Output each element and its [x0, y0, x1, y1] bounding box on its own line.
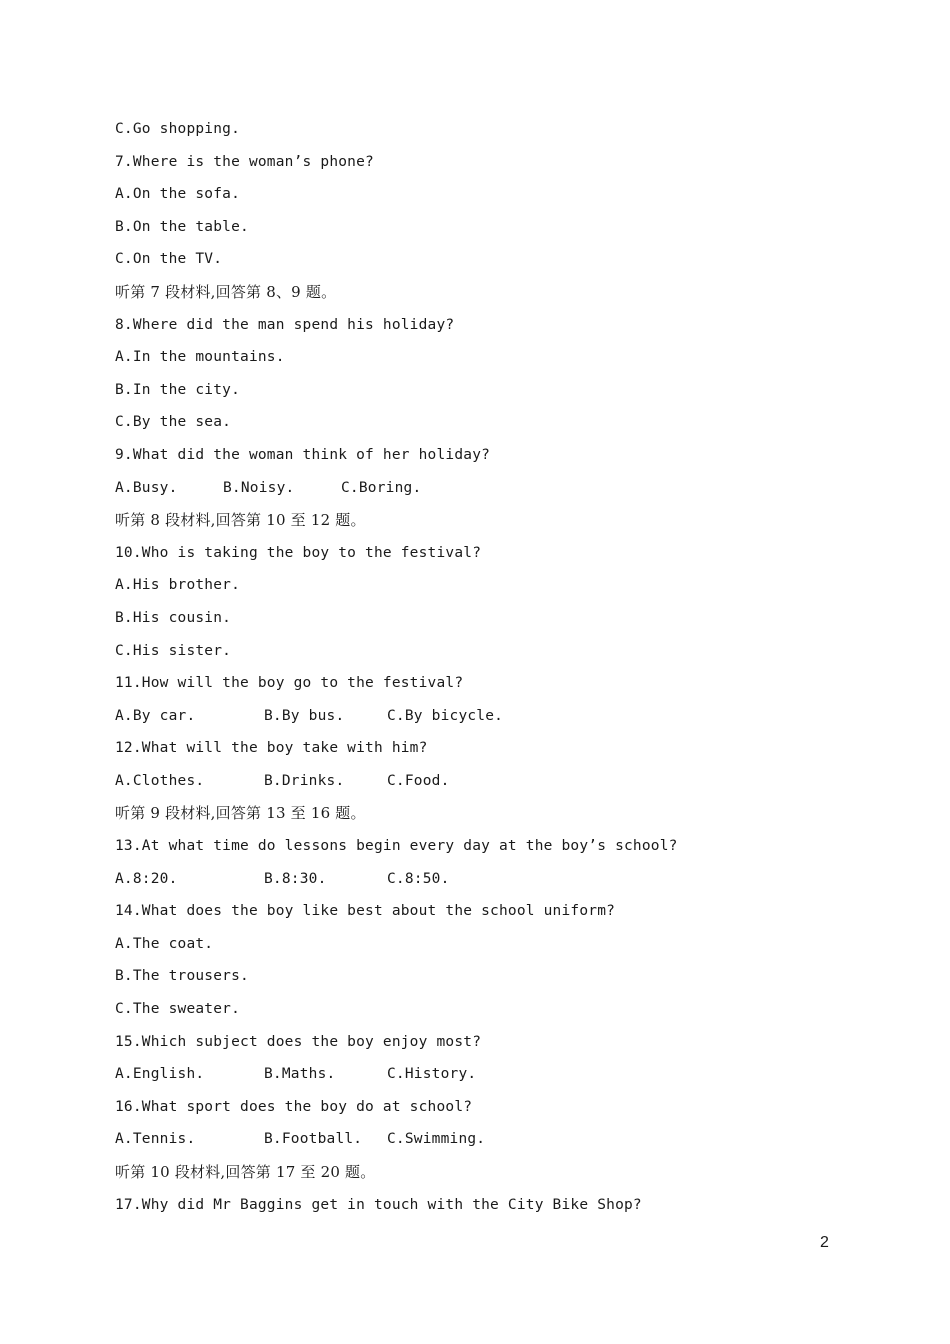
question-line: 12.What will the boy take with him?: [115, 740, 428, 757]
question-line: C.On the TV.: [115, 251, 223, 268]
question-line: A.His brother.: [115, 577, 241, 594]
question-line: A.In the mountains.: [115, 349, 285, 366]
question-line: 17.Why did Mr Baggins get in touch with the City Bike Shop?: [115, 1196, 642, 1213]
question-line: 16.What sport does the boy do at school?: [115, 1098, 473, 1115]
question-line: C.The sweater.: [115, 1001, 241, 1018]
question-line: B.His cousin.: [115, 609, 232, 626]
question-line: C.Go shopping.: [115, 121, 241, 137]
question-line: A.The coat.: [115, 935, 214, 952]
answer-option: A.Tennis.: [115, 1131, 196, 1148]
question-line: 9.What did the woman think of her holiday?: [115, 446, 491, 463]
answer-option: C.8:50.: [387, 870, 450, 887]
section-instruction: 听第 8 段材料,回答第 10 至 12 题。: [115, 511, 366, 530]
question-line: 13.At what time do lessons begin every day at the boy’s school?: [115, 838, 678, 855]
answer-options-row: [115, 1058, 835, 1091]
answer-options-row: [115, 700, 835, 733]
answer-options-row: [115, 863, 835, 896]
answer-option: B.By bus.: [264, 707, 345, 724]
answer-option: A.Busy.: [115, 479, 178, 496]
answer-option: A.Clothes.: [115, 772, 205, 789]
question-line: C.His sister.: [115, 642, 232, 659]
question-line: 7.Where is the woman’s phone?: [115, 153, 374, 170]
question-line: B.The trousers.: [115, 968, 249, 985]
page-number: 2: [820, 1234, 829, 1251]
answer-option: C.By bicycle.: [387, 707, 504, 724]
answer-option: A.8:20.: [115, 870, 178, 887]
answer-option: B.Football.: [264, 1131, 363, 1148]
answer-option: A.By car.: [115, 707, 196, 724]
answer-option: C.Food.: [387, 772, 450, 789]
answer-options-row: [115, 472, 835, 505]
question-line: 8.Where did the man spend his holiday?: [115, 316, 455, 333]
question-line: A.On the sofa.: [115, 186, 241, 203]
question-line: C.By the sea.: [115, 414, 232, 431]
answer-option: C.Boring.: [341, 479, 422, 496]
answer-option: B.Noisy.: [223, 479, 295, 496]
section-instruction: 听第 10 段材料,回答第 17 至 20 题。: [115, 1163, 376, 1181]
answer-option: C.History.: [387, 1066, 477, 1083]
answer-options-row: [115, 1123, 835, 1156]
answer-option: B.8:30.: [264, 870, 327, 887]
answer-option: B.Maths.: [264, 1066, 336, 1083]
answer-options-row: [115, 765, 835, 798]
question-line: 14.What does the boy like best about the school uniform?: [115, 903, 616, 920]
section-instruction: 听第 9 段材料,回答第 13 至 16 题。: [115, 804, 366, 823]
question-line: 10.Who is taking the boy to the festival?: [115, 544, 482, 561]
exam-content: [115, 113, 835, 1221]
answer-option: A.English.: [115, 1066, 205, 1083]
question-line: B.On the table.: [115, 218, 249, 235]
question-line: 15.Which subject does the boy enjoy most?: [115, 1033, 482, 1050]
question-line: 11.How will the boy go to the festival?: [115, 675, 464, 692]
answer-option: C.Swimming.: [387, 1131, 486, 1148]
answer-option: B.Drinks.: [264, 772, 345, 789]
section-instruction: 听第 7 段材料,回答第 8、9 题。: [115, 282, 337, 301]
question-line: B.In the city.: [115, 381, 241, 398]
